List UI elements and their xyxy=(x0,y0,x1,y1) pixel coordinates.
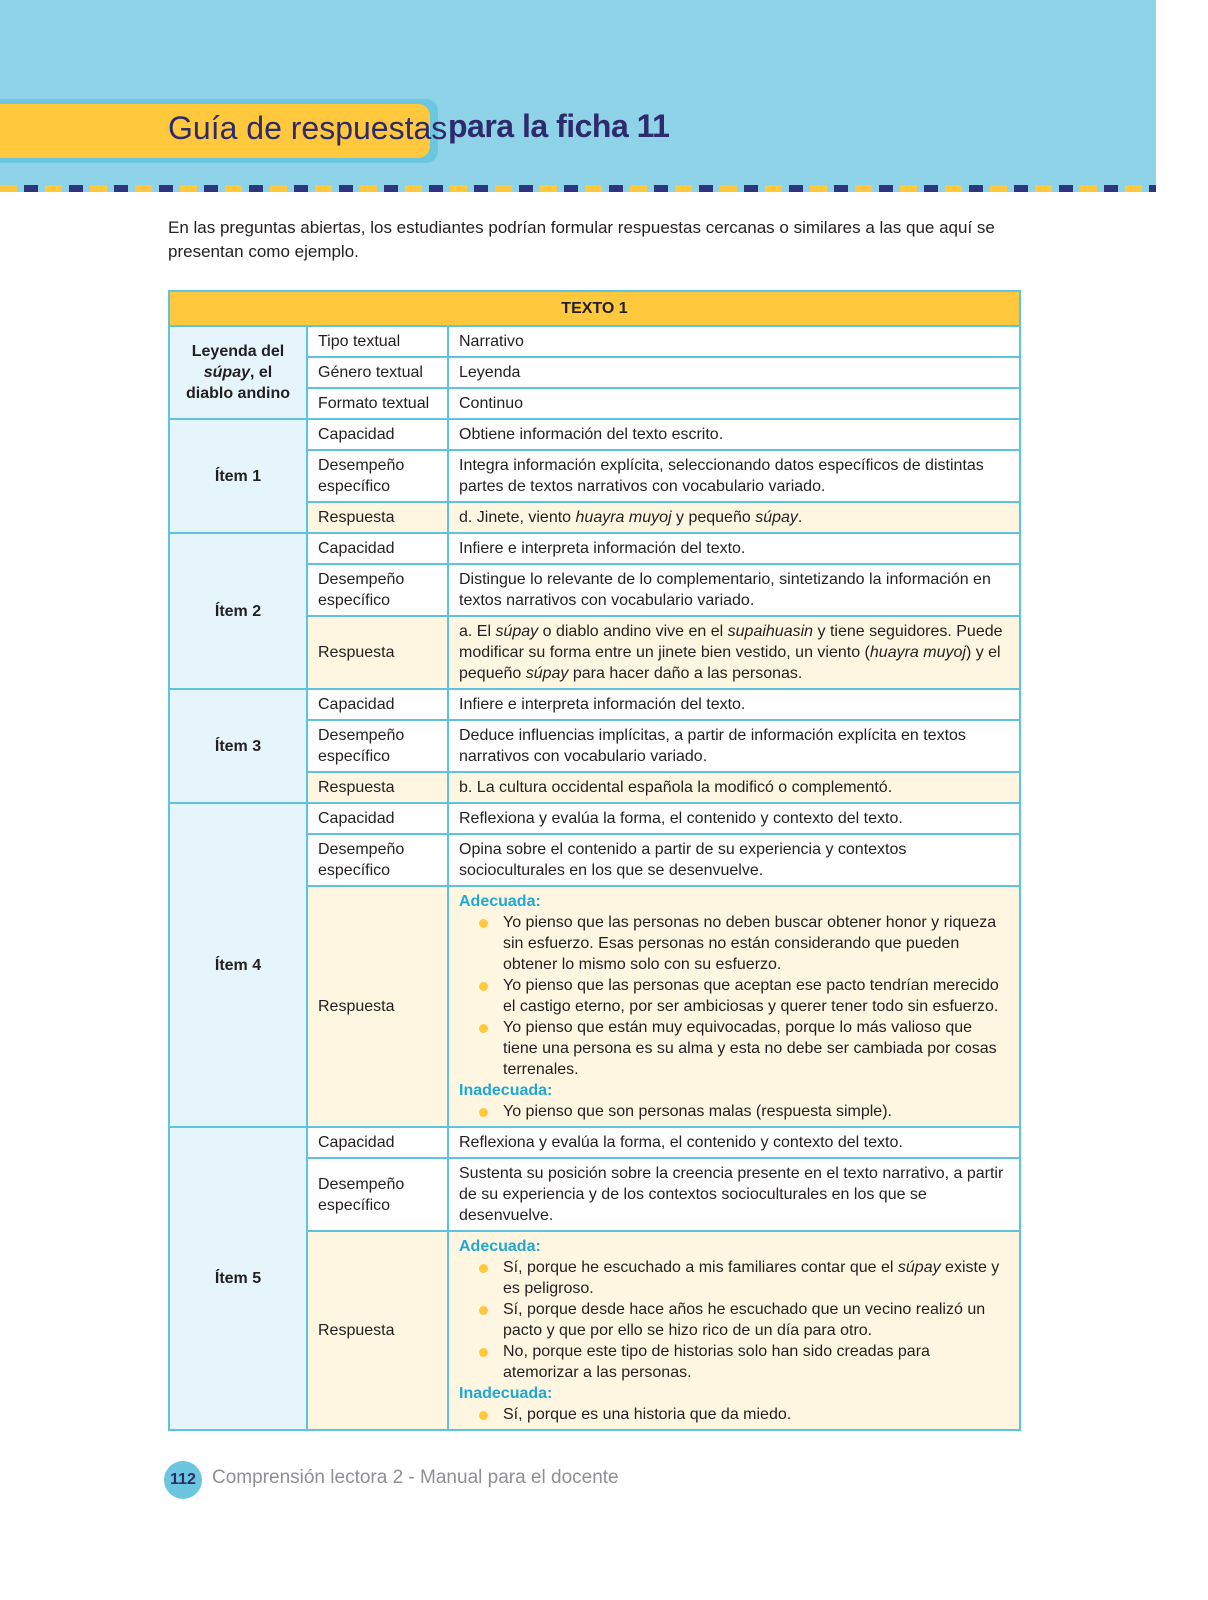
list-item: Yo pienso que están muy equivocadas, porque lo más valioso que tiene una persona es su alma y esta no debe ser cambiada por cosas terrenales. xyxy=(459,1017,1009,1080)
capacidad-text: Infiere e interpreta información del texto. xyxy=(448,533,1020,564)
item-label: Ítem 3 xyxy=(169,689,307,803)
respuesta-label: Respuesta xyxy=(307,772,448,803)
adecuada-list xyxy=(459,912,1009,1080)
desempeno-label: Desempeño específico xyxy=(307,1158,448,1231)
respuesta-label: Respuesta xyxy=(307,886,448,1127)
text-title-cell: Leyenda del súpay, el diablo andino xyxy=(169,326,307,419)
capacidad-text: Obtiene información del texto escrito. xyxy=(448,419,1020,450)
respuesta-text: d. Jinete, viento huayra muyoj y pequeño súpay. xyxy=(448,502,1020,533)
adecuada-label: Adecuada: xyxy=(459,893,541,910)
respuesta-label: Respuesta xyxy=(307,1231,448,1430)
item-label: Ítem 1 xyxy=(169,419,307,533)
item-label: Ítem 2 xyxy=(169,533,307,689)
list-item: Yo pienso que las personas no deben buscar obtener honor y riqueza sin esfuerzo. Esas personas no están considerando que pueden obtener lo mismo solo con su esfuerzo. xyxy=(459,912,1009,975)
table-row xyxy=(169,1127,1020,1158)
list-item: Sí, porque desde hace años he escuchado que un vecino realizó un pacto y que por ello se hizo rico de un día para otro. xyxy=(459,1299,1009,1341)
footer-text: Comprensión lectora 2 - Manual para el docente xyxy=(212,1467,619,1488)
capacidad-label: Capacidad xyxy=(307,533,448,564)
capacidad-text: Reflexiona y evalúa la forma, el contenido y contexto del texto. xyxy=(448,803,1020,834)
desempeno-label: Desempeño específico xyxy=(307,834,448,886)
answer-table xyxy=(168,290,1021,1431)
list-item: No, porque este tipo de historias solo han sido creadas para atemorizar a las personas. xyxy=(459,1341,1009,1383)
respuesta-text xyxy=(448,1231,1020,1430)
desempeno-text: Integra información explícita, seleccionando datos específicos de distintas partes de textos narrativos con vocabulario variado. xyxy=(448,450,1020,502)
desempeno-label: Desempeño específico xyxy=(307,564,448,616)
respuesta-label: Respuesta xyxy=(307,616,448,689)
page-title: Guía de respuestas xyxy=(168,110,448,146)
table-heading: TEXTO 1 xyxy=(169,291,1020,326)
table-row xyxy=(169,689,1020,720)
capacidad-label: Capacidad xyxy=(307,803,448,834)
respuesta-text: b. La cultura occidental española la modificó o complementó. xyxy=(448,772,1020,803)
capacidad-label: Capacidad xyxy=(307,1127,448,1158)
table-row xyxy=(169,533,1020,564)
row-value: Narrativo xyxy=(448,326,1020,357)
capacidad-label: Capacidad xyxy=(307,689,448,720)
adecuada-list xyxy=(459,1257,1009,1383)
list-item: Sí, porque he escuchado a mis familiares contar que el súpay existe y es peligroso. xyxy=(459,1257,1009,1299)
inadecuada-label: Inadecuada: xyxy=(459,1385,553,1402)
item-label: Ítem 4 xyxy=(169,803,307,1127)
table-row xyxy=(169,803,1020,834)
desempeno-label: Desempeño específico xyxy=(307,720,448,772)
list-item: Yo pienso que las personas que aceptan ese pacto tendrían merecido el castigo eterno, por ser ambiciosas y querer tener todo sin esfuerzo. xyxy=(459,975,1009,1017)
row-value: Leyenda xyxy=(448,357,1020,388)
desempeno-text: Opina sobre el contenido a partir de su experiencia y contextos socioculturales en los que se desenvuelve. xyxy=(448,834,1020,886)
desempeno-text: Sustenta su posición sobre la creencia presente en el texto narrativo, a partir de su experiencia y de los contextos socioculturales en los que se desenvuelve. xyxy=(448,1158,1020,1231)
table-row xyxy=(169,326,1020,357)
header-dashed-border xyxy=(0,185,1156,192)
item-label: Ítem 5 xyxy=(169,1127,307,1430)
desempeno-text: Deduce influencias implícitas, a partir de información explícita en textos narrativos con vocabulario variado. xyxy=(448,720,1020,772)
inadecuada-list xyxy=(459,1404,1009,1425)
inadecuada-list xyxy=(459,1101,1009,1122)
capacidad-text: Reflexiona y evalúa la forma, el contenido y contexto del texto. xyxy=(448,1127,1020,1158)
page-subtitle: para la ficha 11 xyxy=(448,108,670,144)
respuesta-text: a. El súpay o diablo andino vive en el supaihuasin y tiene seguidores. Puede modificar su forma entre un jinete bien vestido, un viento (huayra muyoj) y el pequeño súpay para hacer daño a las personas. xyxy=(448,616,1020,689)
adecuada-label: Adecuada: xyxy=(459,1238,541,1255)
intro-paragraph: En las preguntas abiertas, los estudiantes podrían formular respuestas cercanas o similares a las que aquí se presentan como ejemplo. xyxy=(168,218,995,261)
desempeno-label: Desempeño específico xyxy=(307,450,448,502)
capacidad-label: Capacidad xyxy=(307,419,448,450)
row-key: Formato textual xyxy=(307,388,448,419)
capacidad-text: Infiere e interpreta información del texto. xyxy=(448,689,1020,720)
list-item: Sí, porque es una historia que da miedo. xyxy=(459,1404,1009,1425)
row-value: Continuo xyxy=(448,388,1020,419)
list-item: Yo pienso que son personas malas (respuesta simple). xyxy=(459,1101,1009,1122)
desempeno-text: Distingue lo relevante de lo complementario, sintetizando la información en textos narrativos con vocabulario variado. xyxy=(448,564,1020,616)
row-key: Tipo textual xyxy=(307,326,448,357)
page-number: 112 xyxy=(164,1461,202,1499)
respuesta-label: Respuesta xyxy=(307,502,448,533)
row-key: Género textual xyxy=(307,357,448,388)
respuesta-text xyxy=(448,886,1020,1127)
table-row xyxy=(169,419,1020,450)
inadecuada-label: Inadecuada: xyxy=(459,1082,553,1099)
